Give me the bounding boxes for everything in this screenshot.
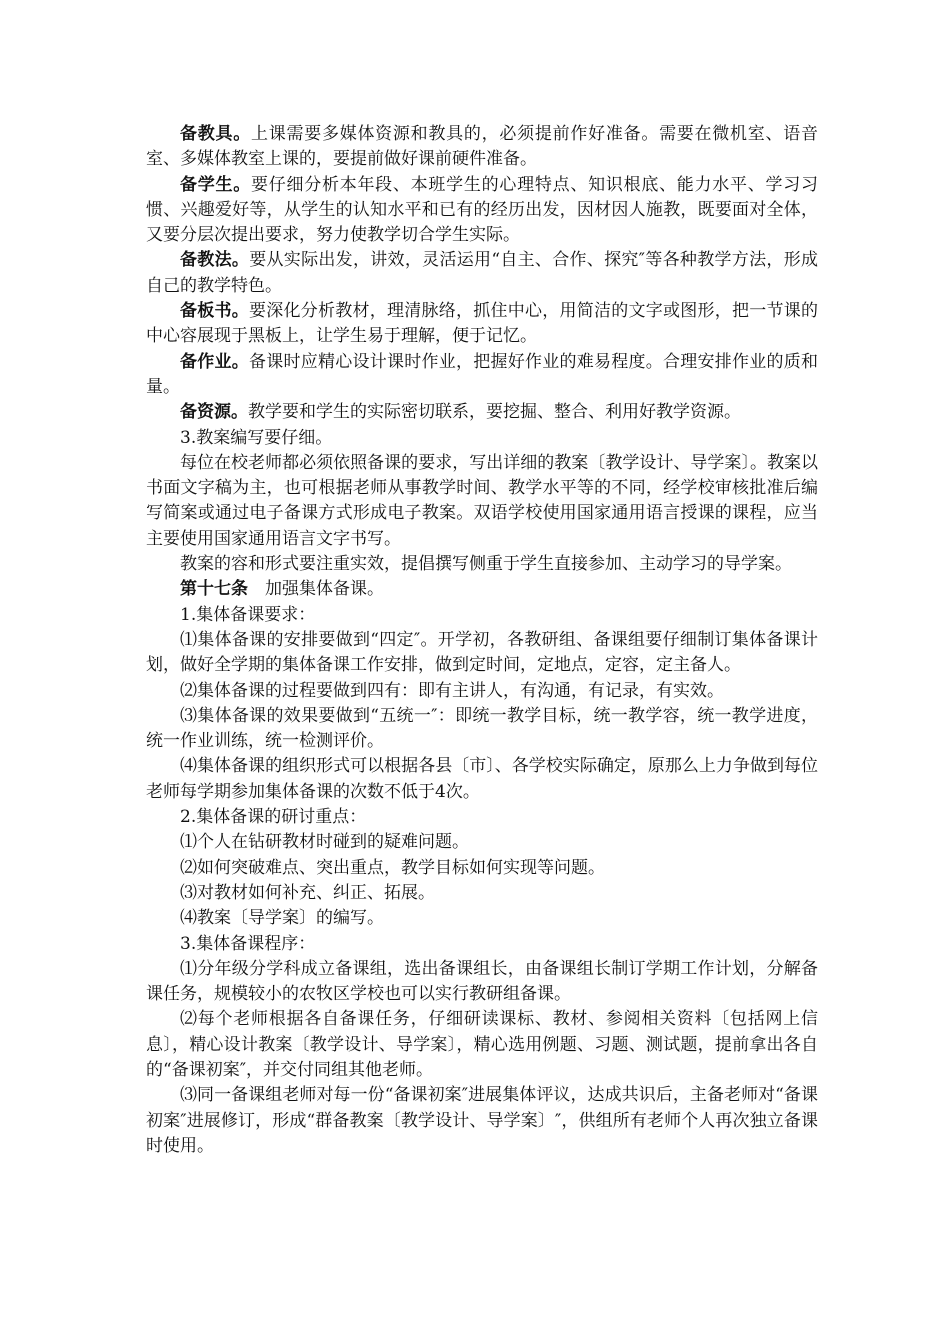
document-body	[146, 122, 818, 1159]
paragraph-text: 2.集体备课的研讨重点：	[180, 807, 367, 828]
list-item	[146, 856, 818, 881]
paragraph-text: 3.集体备课程序：	[180, 933, 316, 954]
paragraph-lesson-plan-content	[146, 552, 818, 577]
paragraph-group-prep-procedure	[146, 932, 818, 957]
list-item	[146, 679, 818, 704]
article-17-heading	[146, 577, 818, 602]
paragraph-lead: 备教法。	[180, 250, 250, 271]
list-item	[146, 881, 818, 906]
paragraph-prepare-resources	[146, 400, 818, 425]
paragraph-text: ⑵每个老师根据各自备课任务，仔细研读课标、教材、参阅相关资料〔包括网上信息〕，精心设计教案〔教学设计、导学案〕，精心选用例题、习题、测试题，提前拿出各自的“备课初案″，并交付同组其他老师。	[146, 1009, 818, 1080]
paragraph-text: 教学要和学生的实际密切联系，要挖掘、整合、利用好教学资源。	[248, 402, 741, 423]
paragraph-text: ⑶集体备课的效果要做到“五统一″：即统一教学目标，统一教学容，统一教学进度，统一作业训练，统一检测评价。	[146, 705, 818, 752]
article-number: 第十七条	[180, 579, 248, 600]
list-item	[146, 754, 818, 805]
paragraph-text: 3.教案编写要仔细。	[180, 427, 333, 448]
list-item	[146, 830, 818, 855]
list-item	[146, 628, 818, 679]
list-item	[146, 957, 818, 1008]
paragraph-lead: 备板书。	[180, 301, 249, 322]
paragraph-prepare-students	[146, 173, 818, 249]
paragraph-text: ⑴个人在钻研教材时碰到的疑难问题。	[180, 832, 469, 853]
paragraph-text: ⑴分年级分学科成立备课组，选出备课组长，由备课组长制订学期工作计划，分解备课任务，规模较小的农牧区学校也可以实行教研组备课。	[146, 958, 818, 1005]
paragraph-lead: 备学生。	[180, 174, 251, 195]
paragraph-text: 要仔细分析本年段、本班学生的心理特点、知识根底、能力水平、学习习惯、兴趣爱好等，从学生的认知水平和已有的经历出发，因材因人施教，既要面对全体，又要分层次提出要求，努力使教学切合学生实际。	[146, 174, 819, 246]
paragraph-lead: 备资源。	[180, 402, 248, 423]
paragraph-text: 备课时应精心设计课时作业，把握好作业的难易程度。合理安排作业的质和量。	[146, 351, 818, 397]
paragraph-text: 每位在校老师都必须依照备课的要求，写出详细的教案〔教学设计、导学案〕。教案以书面文字稿为主，也可根据老师从事教学时间、教学水平等的不同，经学校审核批准后编写简案或通过电子备课方式形成电子教案。双语学校使用国家通用语言授课的课程，应当主要使用国家通用语言文字书写。	[146, 452, 818, 549]
paragraph-text: ⑷集体备课的组织形式可以根据各县〔市〕、各学校实际确定，原那么上力争做到每位老师每学期参加集体备课的次数不低于4次。	[146, 756, 818, 802]
paragraph-lesson-plan-requirements	[146, 451, 818, 552]
paragraph-text: 上课需要多媒体资源和教具的，必须提前作好准备。需要在微机室、语音室、多媒体教室上课的，要提前做好课前硬件准备。	[146, 124, 819, 170]
list-item	[146, 1007, 818, 1083]
paragraph-text: ⑶同一备课组老师对每一份“备课初案″进展集体评议，达成共识后，主备老师对“备课初案″进展修订，形成“群备教案〔教学设计、导学案〕″，供组所有老师个人再次独立备课时使用。	[146, 1085, 818, 1156]
paragraph-text: ⑷教案〔导学案〕的编写。	[180, 908, 384, 929]
paragraph-text: ⑵如何突破难点、突出重点，教学目标如何实现等问题。	[180, 857, 605, 878]
paragraph-group-prep-requirements	[146, 603, 818, 628]
paragraph-text: ⑴集体备课的安排要做到“四定″。开学初，各教研组、备课组要仔细制订集体备课计划，做好全学期的集体备课工作安排，做到定时间，定地点，定容，定主备人。	[146, 629, 818, 676]
list-item	[146, 906, 818, 931]
paragraph-text: 要从实际出发，讲效，灵活运用“自主、合作、探究″等各种教学方法，形成自己的教学特色。	[146, 250, 818, 296]
paragraph-lead: 备教具。	[180, 124, 251, 144]
paragraph-text: 1.集体备课要求：	[180, 604, 316, 625]
paragraph-prepare-homework	[146, 350, 818, 401]
paragraph-prepare-methods	[146, 248, 818, 299]
paragraph-text: ⑶对教材如何补充、纠正、拓展。	[180, 882, 435, 903]
paragraph-prepare-teaching-aids	[146, 122, 818, 173]
paragraph-text: 要深化分析教材，理清脉络，抓住中心，用简洁的文字或图形，把一节课的中心容展现于黑板上，让学生易于理解，便于记忆。	[146, 301, 818, 347]
article-title: 加强集体备课。	[248, 579, 384, 600]
paragraph-lead: 备作业。	[180, 351, 249, 372]
list-item	[146, 704, 818, 755]
paragraph-lesson-plan-heading	[146, 426, 818, 451]
list-item	[146, 1083, 818, 1159]
paragraph-text: ⑵集体备课的过程要做到四有：即有主讲人，有沟通，有记录，有实效。	[180, 680, 724, 701]
paragraph-group-prep-focus	[146, 805, 818, 830]
paragraph-text: 教案的容和形式要注重实效，提倡撰写侧重于学生直接参加、主动学习的导学案。	[180, 554, 792, 575]
paragraph-prepare-blackboard	[146, 299, 818, 350]
